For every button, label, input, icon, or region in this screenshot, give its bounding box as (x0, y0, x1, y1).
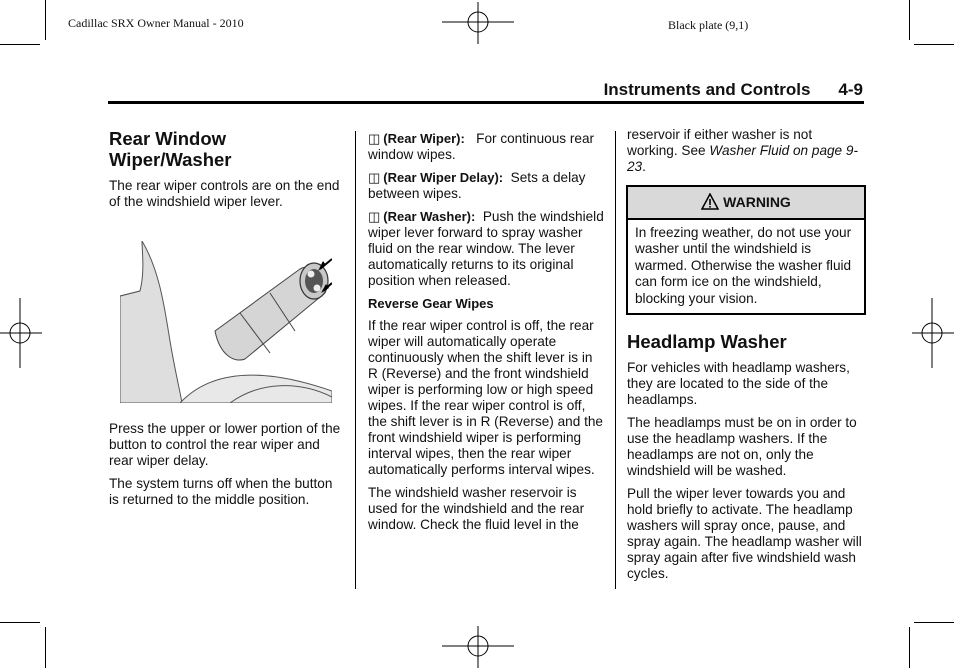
rear-wiper-label: (Rear Wiper): (383, 131, 465, 146)
rear-wiper-delay-icon: ◫ (368, 170, 381, 185)
warning-header (628, 187, 864, 220)
heading-line-2: Wiper/Washer (109, 149, 232, 170)
paragraph: The system turns off when the button is returned to the middle position. (109, 476, 333, 507)
rear-washer-entry (368, 209, 604, 289)
section-title: Instruments and Controls (603, 80, 811, 99)
crop-mark (909, 0, 910, 40)
crop-mark (914, 622, 954, 623)
registration-mark-top (442, 2, 514, 44)
header-rule (108, 101, 864, 104)
registration-mark-right (912, 298, 954, 368)
paragraph: Press the upper or lower portion of the button to control the rear wiper and rear wiper delay. (109, 421, 341, 468)
crop-mark (45, 0, 46, 40)
paragraph-end: . (642, 159, 646, 174)
registration-mark-left (0, 298, 42, 368)
rear-wiper-delay-label: (Rear Wiper Delay): (383, 170, 504, 185)
cross-reference: Washer Fluid on page 9-23 (627, 143, 858, 174)
rear-wiper-delay-text: Sets a delay between wipes. (368, 170, 586, 201)
crop-mark (45, 627, 46, 668)
warning-box (626, 185, 866, 315)
crop-mark (0, 622, 40, 623)
section-heading-headlamp-washer: Headlamp Washer (627, 331, 787, 352)
column-divider (355, 131, 356, 589)
rear-washer-text: Push the windshield wiper lever forward to spray washer fluid on the rear window. The lever automatically returns to its original position when released. (368, 209, 604, 288)
registration-mark-bottom (442, 626, 514, 668)
crop-mark (914, 44, 954, 45)
page-number: 4-9 (838, 80, 863, 99)
paragraph: The headlamps must be on in order to use the headlamp washers. If the headlamps are not on, only the windshield will be washed. (627, 415, 857, 478)
manual-title: Cadillac SRX Owner Manual - 2010 (68, 16, 244, 30)
paragraph: The rear wiper controls are on the end of the windshield wiper lever. (109, 178, 340, 209)
warning-text: In freezing weather, do not use your washer until the windshield is warmed. Otherwise the washer fluid can form ice on the windshield, blocking your vision. (635, 225, 852, 306)
rear-wiper-delay-entry (368, 170, 604, 202)
plate-label: Black plate (9,1) (668, 18, 749, 32)
column-1-lower (109, 421, 341, 515)
warning-title: WARNING (723, 194, 791, 210)
column-3-top (627, 127, 865, 182)
heading-line-1: Rear Window (109, 128, 227, 149)
subheading-reverse-gear-wipes: Reverse Gear Wipes (368, 296, 494, 311)
rear-wiper-icon: ◫ (368, 131, 381, 146)
paragraph: Pull the wiper lever towards you and hold briefly to activate. The headlamp washers will spray once, pause, and spray again. The headlamp washer will spray again after five windshield wash cycles. (627, 486, 862, 581)
warning-triangle-icon (701, 190, 719, 221)
rear-wiper-entry (368, 131, 604, 163)
paragraph: For vehicles with headlamp washers, they are located to the side of the headlamps. (627, 360, 850, 407)
paragraph: The windshield washer reservoir is used for the windshield and the rear window. Check the fluid level in the (368, 485, 585, 532)
rear-washer-label: (Rear Washer): (383, 209, 476, 224)
rear-washer-icon: ◫ (368, 209, 381, 224)
section-heading-rear-window (109, 128, 341, 170)
column-2 (368, 131, 604, 540)
column-3-bottom (627, 331, 865, 589)
column-divider (615, 131, 616, 589)
paragraph: If the rear wiper control is off, the rear wiper will automatically operate continuously when the shift lever is in R (Reverse) and the front windshield wiper is performing low or high speed wipes. If the rear wiper control is off, the shift lever is in R (Reverse) and the front windshield wiper is performing interval wipes, then the rear wiper automatically performs interval wipes. (368, 318, 603, 477)
wiper-lever-illustration (120, 241, 332, 403)
rear-wiper-text: For continuous rear window wipes. (368, 131, 595, 162)
section-header (604, 80, 863, 100)
crop-mark (0, 44, 40, 45)
crop-mark (909, 627, 910, 668)
column-1 (109, 128, 341, 217)
paragraph (627, 127, 865, 175)
paragraph-text: reservoir if either washer is not working. See (627, 127, 813, 158)
